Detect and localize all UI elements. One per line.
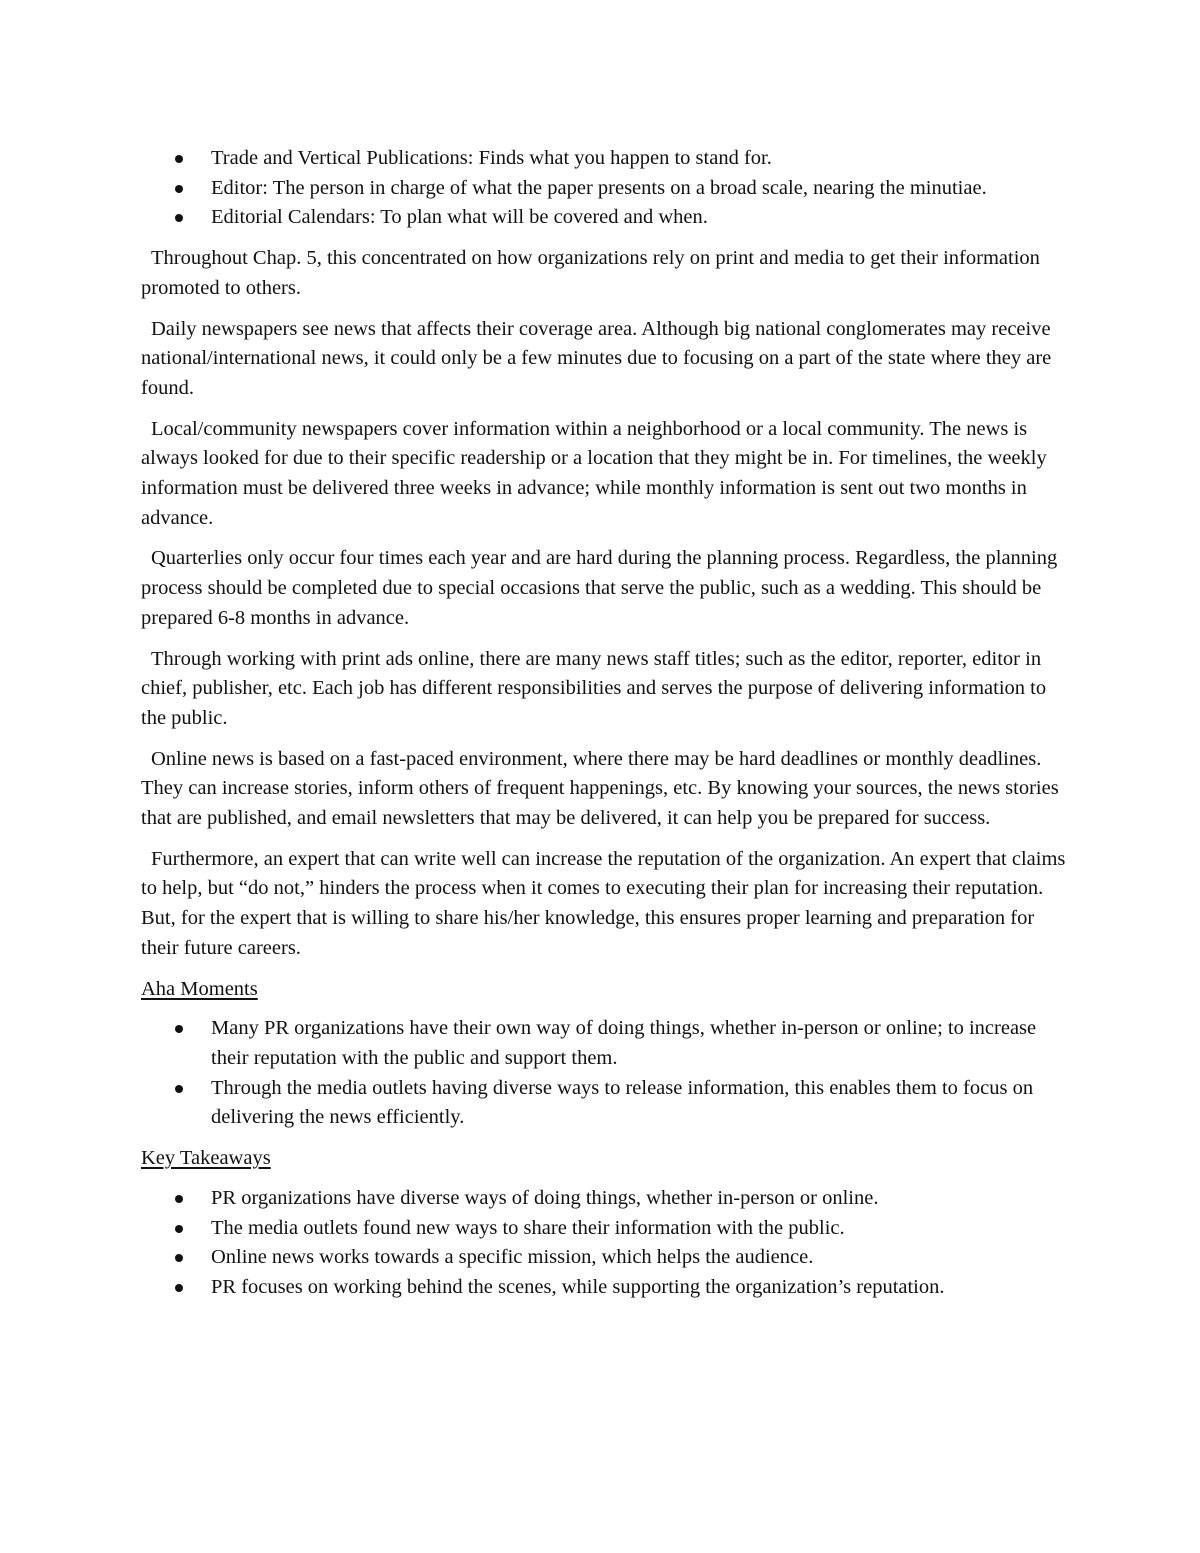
list-item: PR organizations have diverse ways of doing things, whether in-person or online. xyxy=(141,1184,1071,1214)
paragraph-expert: Furthermore, an expert that can write well can increase the reputation of the organization. An expert that claims to help, but “do not,” hinders the process when it comes to executing their plan for increasing their reputation. But, for the expert that is willing to share his/her knowledge, this ensures proper learning and preparation for their future careers. xyxy=(141,847,1066,959)
list-item: Editor: The person in charge of what the paper presents on a broad scale, nearing the minutiae. xyxy=(141,174,1071,204)
key-takeaways-list xyxy=(141,1184,1071,1303)
list-item: The media outlets found new ways to share their information with the public. xyxy=(141,1214,1071,1244)
bullet-icon xyxy=(175,1195,183,1203)
paragraph-online-news: Online news is based on a fast-paced environment, where there may be hard deadlines or monthly deadlines. They can increase stories, inform others of frequent happenings, etc. By knowing your sources, the news stories that are published, and email newsletters that may be delivered, it can help you be prepared for success. xyxy=(141,747,1059,830)
bullet-icon xyxy=(175,1254,183,1262)
document-body xyxy=(141,144,1071,1303)
bullet-icon xyxy=(175,185,183,193)
bullet-icon xyxy=(175,1284,183,1292)
paragraph-daily-newspapers: Daily newspapers see news that affects their coverage area. Although big national conglomerates may receive national/international news, it could only be a few minutes due to focusing on a part of the state where they are found. xyxy=(141,317,1052,399)
list-item: Many PR organizations have their own way of doing things, whether in-person or online; to increase their reputation with the public and support them. xyxy=(141,1014,1071,1073)
bullet-icon xyxy=(175,155,183,163)
paragraph-quarterlies: Quarterlies only occur four times each year and are hard during the planning process. Regardless, the planning process should be completed due to special occasions that serve the public, such as a wedding. This should be prepared 6-8 months in advance. xyxy=(141,547,1058,629)
bullet-icon xyxy=(175,1085,183,1093)
bullet-icon xyxy=(175,1025,183,1033)
intro-bullet-list xyxy=(141,144,1071,233)
aha-moments-heading: Aha Moments xyxy=(141,977,258,1000)
key-takeaways-heading: Key Takeaways xyxy=(141,1147,271,1170)
list-item: Trade and Vertical Publications: Finds what you happen to stand for. xyxy=(141,144,1071,174)
list-item: Editorial Calendars: To plan what will be covered and when. xyxy=(141,203,1071,233)
bullet-icon xyxy=(175,1225,183,1233)
bullet-icon xyxy=(175,214,183,222)
paragraph-local-newspapers: Local/community newspapers cover information within a neighborhood or a local community. The news is always looked for due to their specific readership or a location that they might be in. For timelines, the weekly information must be delivered three weeks in advance; while monthly information is sent out two months in advance. xyxy=(141,417,1047,529)
list-item: Through the media outlets having diverse ways to release information, this enables them to focus on delivering the news efficiently. xyxy=(141,1074,1071,1133)
paragraph-staff-titles: Through working with print ads online, there are many news staff titles; such as the editor, reporter, editor in chief, publisher, etc. Each job has different responsibilities and serves the purpose of delivering information to the public. xyxy=(141,647,1047,729)
aha-moments-list xyxy=(141,1014,1071,1133)
list-item: Online news works towards a specific mission, which helps the audience. xyxy=(141,1243,1071,1273)
paragraph-chapter-summary: Throughout Chap. 5, this concentrated on how organizations rely on print and media to get their information promoted to others. xyxy=(141,247,1040,299)
list-item: PR focuses on working behind the scenes, while supporting the organization’s reputation. xyxy=(141,1273,1071,1303)
